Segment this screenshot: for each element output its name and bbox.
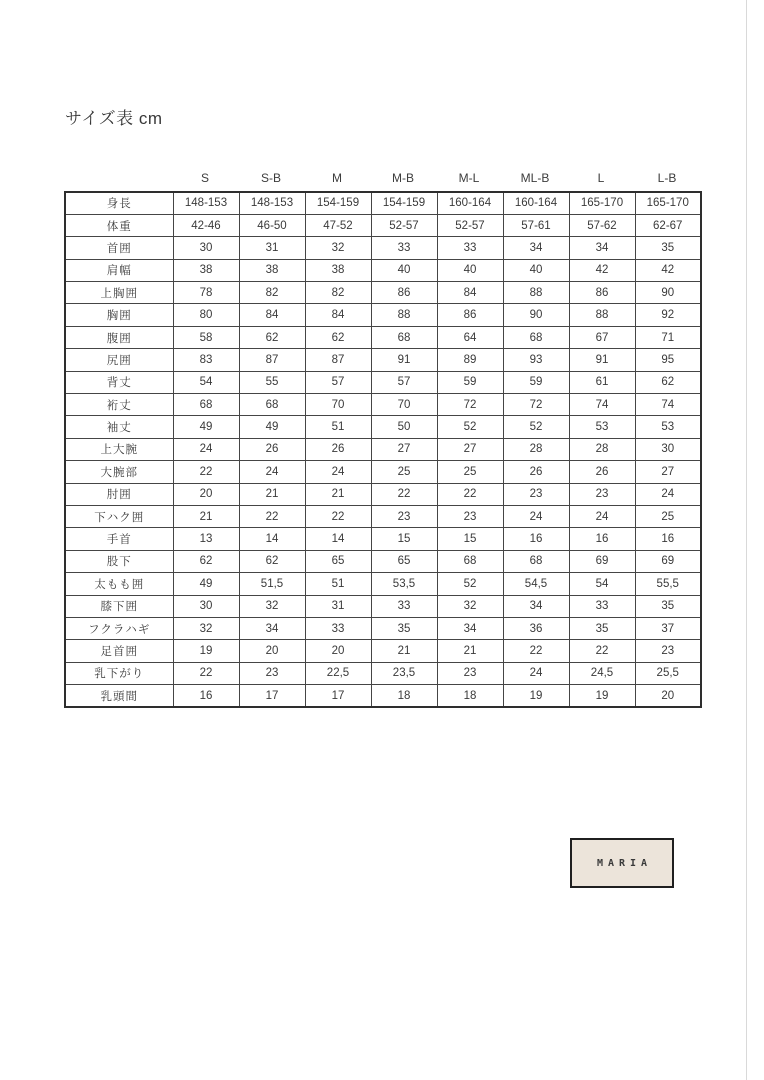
row-label: 上胸囲 xyxy=(65,282,173,304)
value-cell: 40 xyxy=(437,259,503,281)
value-cell: 93 xyxy=(503,349,569,371)
value-cell: 91 xyxy=(371,349,437,371)
value-cell: 13 xyxy=(173,528,239,550)
brand-logo-text: MARIA xyxy=(596,857,653,869)
value-cell: 86 xyxy=(569,282,635,304)
value-cell: 21 xyxy=(173,505,239,527)
value-cell: 67 xyxy=(569,326,635,348)
value-cell: 21 xyxy=(371,640,437,662)
value-cell: 16 xyxy=(569,528,635,550)
value-cell: 74 xyxy=(635,394,701,416)
value-cell: 23 xyxy=(437,662,503,684)
value-cell: 38 xyxy=(239,259,305,281)
value-cell: 23 xyxy=(371,505,437,527)
value-cell: 72 xyxy=(437,394,503,416)
value-cell: 69 xyxy=(635,550,701,572)
value-cell: 68 xyxy=(371,326,437,348)
value-cell: 28 xyxy=(569,438,635,460)
size-column-header: L-B xyxy=(657,171,677,185)
value-cell: 54,5 xyxy=(503,573,569,595)
value-cell: 82 xyxy=(305,282,371,304)
value-cell: 30 xyxy=(173,595,239,617)
value-cell: 32 xyxy=(239,595,305,617)
value-cell: 58 xyxy=(173,326,239,348)
table-row xyxy=(65,461,701,483)
value-cell: 23 xyxy=(239,662,305,684)
size-column-header: S xyxy=(200,171,209,185)
row-label: 身長 xyxy=(65,192,173,214)
row-label: 肩幅 xyxy=(65,259,173,281)
table-row xyxy=(65,685,701,707)
value-cell: 68 xyxy=(437,550,503,572)
value-cell: 31 xyxy=(305,595,371,617)
value-cell: 16 xyxy=(173,685,239,707)
value-cell: 88 xyxy=(371,304,437,326)
value-cell: 55 xyxy=(239,371,305,393)
table-row xyxy=(65,416,701,438)
size-column-header: M-B xyxy=(392,171,414,185)
value-cell: 24 xyxy=(239,461,305,483)
value-cell: 62 xyxy=(239,550,305,572)
value-cell: 53 xyxy=(569,416,635,438)
value-cell: 34 xyxy=(503,237,569,259)
value-cell: 53,5 xyxy=(371,573,437,595)
value-cell: 26 xyxy=(305,438,371,460)
value-cell: 27 xyxy=(437,438,503,460)
value-cell: 24,5 xyxy=(569,662,635,684)
size-column-header: S-B xyxy=(260,171,281,185)
row-label: 大腕部 xyxy=(65,461,173,483)
value-cell: 32 xyxy=(437,595,503,617)
value-cell: 83 xyxy=(173,349,239,371)
value-cell: 34 xyxy=(437,617,503,639)
value-cell: 15 xyxy=(371,528,437,550)
row-label: 腹囲 xyxy=(65,326,173,348)
value-cell: 72 xyxy=(503,394,569,416)
row-label: 乳下がり xyxy=(65,662,173,684)
value-cell: 78 xyxy=(173,282,239,304)
value-cell: 21 xyxy=(305,483,371,505)
value-cell: 22 xyxy=(437,483,503,505)
value-cell: 26 xyxy=(503,461,569,483)
size-column-header: ML-B xyxy=(520,171,550,185)
value-cell: 23 xyxy=(503,483,569,505)
row-label: 肘囲 xyxy=(65,483,173,505)
row-label: 裄丈 xyxy=(65,394,173,416)
row-label: フクラハギ xyxy=(65,617,173,639)
value-cell: 68 xyxy=(173,394,239,416)
table-row xyxy=(65,304,701,326)
value-cell: 35 xyxy=(635,237,701,259)
value-cell: 26 xyxy=(569,461,635,483)
value-cell: 23 xyxy=(437,505,503,527)
value-cell: 62 xyxy=(635,371,701,393)
value-cell: 21 xyxy=(239,483,305,505)
value-cell: 160-164 xyxy=(503,192,569,214)
table-row xyxy=(65,326,701,348)
value-cell: 148-153 xyxy=(239,192,305,214)
value-cell: 24 xyxy=(305,461,371,483)
value-cell: 25 xyxy=(371,461,437,483)
value-cell: 62-67 xyxy=(635,214,701,236)
size-column-header: M xyxy=(332,171,342,185)
value-cell: 31 xyxy=(239,237,305,259)
table-row xyxy=(65,595,701,617)
value-cell: 40 xyxy=(503,259,569,281)
table-row xyxy=(65,394,701,416)
value-cell: 62 xyxy=(173,550,239,572)
value-cell: 70 xyxy=(371,394,437,416)
value-cell: 88 xyxy=(503,282,569,304)
row-label: 膝下囲 xyxy=(65,595,173,617)
table-row xyxy=(65,573,701,595)
value-cell: 49 xyxy=(173,416,239,438)
value-cell: 84 xyxy=(437,282,503,304)
value-cell: 20 xyxy=(173,483,239,505)
value-cell: 35 xyxy=(371,617,437,639)
value-cell: 23 xyxy=(635,640,701,662)
value-cell: 25 xyxy=(437,461,503,483)
brand-logo xyxy=(570,838,674,888)
table-row xyxy=(65,483,701,505)
value-cell: 35 xyxy=(569,617,635,639)
value-cell: 42-46 xyxy=(173,214,239,236)
row-label: 背丈 xyxy=(65,371,173,393)
value-cell: 27 xyxy=(635,461,701,483)
value-cell: 40 xyxy=(371,259,437,281)
value-cell: 34 xyxy=(569,237,635,259)
table-row xyxy=(65,640,701,662)
value-cell: 33 xyxy=(305,617,371,639)
value-cell: 22 xyxy=(173,461,239,483)
value-cell: 62 xyxy=(305,326,371,348)
value-cell: 28 xyxy=(503,438,569,460)
value-cell: 33 xyxy=(569,595,635,617)
value-cell: 18 xyxy=(437,685,503,707)
value-cell: 19 xyxy=(569,685,635,707)
table-row xyxy=(65,528,701,550)
value-cell: 82 xyxy=(239,282,305,304)
value-cell: 57-61 xyxy=(503,214,569,236)
table-row xyxy=(65,438,701,460)
row-label: 首囲 xyxy=(65,237,173,259)
value-cell: 18 xyxy=(371,685,437,707)
value-cell: 52-57 xyxy=(371,214,437,236)
value-cell: 57 xyxy=(371,371,437,393)
size-column-header: M-L xyxy=(458,171,480,185)
value-cell: 24 xyxy=(569,505,635,527)
value-cell: 22 xyxy=(173,662,239,684)
value-cell: 49 xyxy=(173,573,239,595)
value-cell: 95 xyxy=(635,349,701,371)
value-cell: 154-159 xyxy=(371,192,437,214)
value-cell: 52 xyxy=(437,416,503,438)
value-cell: 38 xyxy=(173,259,239,281)
size-column-headers xyxy=(64,168,700,188)
value-cell: 86 xyxy=(371,282,437,304)
value-cell: 87 xyxy=(305,349,371,371)
table-row xyxy=(65,550,701,572)
value-cell: 90 xyxy=(503,304,569,326)
size-table xyxy=(64,191,702,708)
value-cell: 42 xyxy=(569,259,635,281)
value-cell: 49 xyxy=(239,416,305,438)
value-cell: 24 xyxy=(173,438,239,460)
value-cell: 91 xyxy=(569,349,635,371)
value-cell: 57-62 xyxy=(569,214,635,236)
row-label: 股下 xyxy=(65,550,173,572)
row-label: 胸囲 xyxy=(65,304,173,326)
value-cell: 23,5 xyxy=(371,662,437,684)
row-label: 乳頭間 xyxy=(65,685,173,707)
value-cell: 50 xyxy=(371,416,437,438)
value-cell: 35 xyxy=(635,595,701,617)
value-cell: 30 xyxy=(635,438,701,460)
table-row xyxy=(65,259,701,281)
value-cell: 70 xyxy=(305,394,371,416)
value-cell: 24 xyxy=(635,483,701,505)
row-label: 足首囲 xyxy=(65,640,173,662)
value-cell: 54 xyxy=(173,371,239,393)
value-cell: 19 xyxy=(173,640,239,662)
value-cell: 16 xyxy=(503,528,569,550)
value-cell: 33 xyxy=(371,595,437,617)
value-cell: 14 xyxy=(239,528,305,550)
value-cell: 80 xyxy=(173,304,239,326)
value-cell: 47-52 xyxy=(305,214,371,236)
value-cell: 68 xyxy=(503,326,569,348)
value-cell: 22,5 xyxy=(305,662,371,684)
value-cell: 21 xyxy=(437,640,503,662)
value-cell: 20 xyxy=(239,640,305,662)
value-cell: 15 xyxy=(437,528,503,550)
table-row xyxy=(65,617,701,639)
value-cell: 22 xyxy=(569,640,635,662)
value-cell: 17 xyxy=(239,685,305,707)
value-cell: 59 xyxy=(437,371,503,393)
value-cell: 19 xyxy=(503,685,569,707)
table-row xyxy=(65,192,701,214)
value-cell: 52 xyxy=(503,416,569,438)
table-row xyxy=(65,662,701,684)
table-row xyxy=(65,214,701,236)
value-cell: 37 xyxy=(635,617,701,639)
row-label: 袖丈 xyxy=(65,416,173,438)
table-row xyxy=(65,505,701,527)
value-cell: 165-170 xyxy=(569,192,635,214)
value-cell: 160-164 xyxy=(437,192,503,214)
value-cell: 86 xyxy=(437,304,503,326)
value-cell: 52-57 xyxy=(437,214,503,236)
value-cell: 32 xyxy=(173,617,239,639)
value-cell: 62 xyxy=(239,326,305,348)
value-cell: 55,5 xyxy=(635,573,701,595)
value-cell: 54 xyxy=(569,573,635,595)
value-cell: 51 xyxy=(305,573,371,595)
value-cell: 20 xyxy=(305,640,371,662)
value-cell: 16 xyxy=(635,528,701,550)
row-label: 上大腕 xyxy=(65,438,173,460)
row-label: 体重 xyxy=(65,214,173,236)
value-cell: 22 xyxy=(305,505,371,527)
value-cell: 34 xyxy=(239,617,305,639)
table-row xyxy=(65,371,701,393)
value-cell: 22 xyxy=(371,483,437,505)
value-cell: 92 xyxy=(635,304,701,326)
value-cell: 59 xyxy=(503,371,569,393)
value-cell: 61 xyxy=(569,371,635,393)
value-cell: 51,5 xyxy=(239,573,305,595)
value-cell: 30 xyxy=(173,237,239,259)
value-cell: 26 xyxy=(239,438,305,460)
value-cell: 88 xyxy=(569,304,635,326)
row-label: 尻囲 xyxy=(65,349,173,371)
value-cell: 89 xyxy=(437,349,503,371)
value-cell: 84 xyxy=(305,304,371,326)
value-cell: 71 xyxy=(635,326,701,348)
value-cell: 68 xyxy=(503,550,569,572)
value-cell: 23 xyxy=(569,483,635,505)
value-cell: 84 xyxy=(239,304,305,326)
value-cell: 33 xyxy=(371,237,437,259)
value-cell: 25,5 xyxy=(635,662,701,684)
page-edge-line xyxy=(746,0,747,1080)
value-cell: 165-170 xyxy=(635,192,701,214)
value-cell: 64 xyxy=(437,326,503,348)
value-cell: 69 xyxy=(569,550,635,572)
value-cell: 74 xyxy=(569,394,635,416)
value-cell: 38 xyxy=(305,259,371,281)
row-label: 手首 xyxy=(65,528,173,550)
value-cell: 24 xyxy=(503,662,569,684)
value-cell: 87 xyxy=(239,349,305,371)
size-column-header: L xyxy=(597,171,605,185)
value-cell: 32 xyxy=(305,237,371,259)
value-cell: 65 xyxy=(371,550,437,572)
page-title: サイズ表 cm xyxy=(65,109,163,128)
value-cell: 27 xyxy=(371,438,437,460)
value-cell: 25 xyxy=(635,505,701,527)
value-cell: 22 xyxy=(239,505,305,527)
value-cell: 57 xyxy=(305,371,371,393)
table-row xyxy=(65,237,701,259)
value-cell: 90 xyxy=(635,282,701,304)
value-cell: 24 xyxy=(503,505,569,527)
value-cell: 17 xyxy=(305,685,371,707)
value-cell: 14 xyxy=(305,528,371,550)
table-row xyxy=(65,349,701,371)
value-cell: 46-50 xyxy=(239,214,305,236)
table-row xyxy=(65,282,701,304)
value-cell: 68 xyxy=(239,394,305,416)
value-cell: 52 xyxy=(437,573,503,595)
value-cell: 42 xyxy=(635,259,701,281)
value-cell: 34 xyxy=(503,595,569,617)
row-label: 下ハク囲 xyxy=(65,505,173,527)
value-cell: 154-159 xyxy=(305,192,371,214)
value-cell: 22 xyxy=(503,640,569,662)
value-cell: 33 xyxy=(437,237,503,259)
value-cell: 36 xyxy=(503,617,569,639)
value-cell: 53 xyxy=(635,416,701,438)
value-cell: 20 xyxy=(635,685,701,707)
value-cell: 51 xyxy=(305,416,371,438)
row-label: 太もも囲 xyxy=(65,573,173,595)
value-cell: 65 xyxy=(305,550,371,572)
value-cell: 148-153 xyxy=(173,192,239,214)
